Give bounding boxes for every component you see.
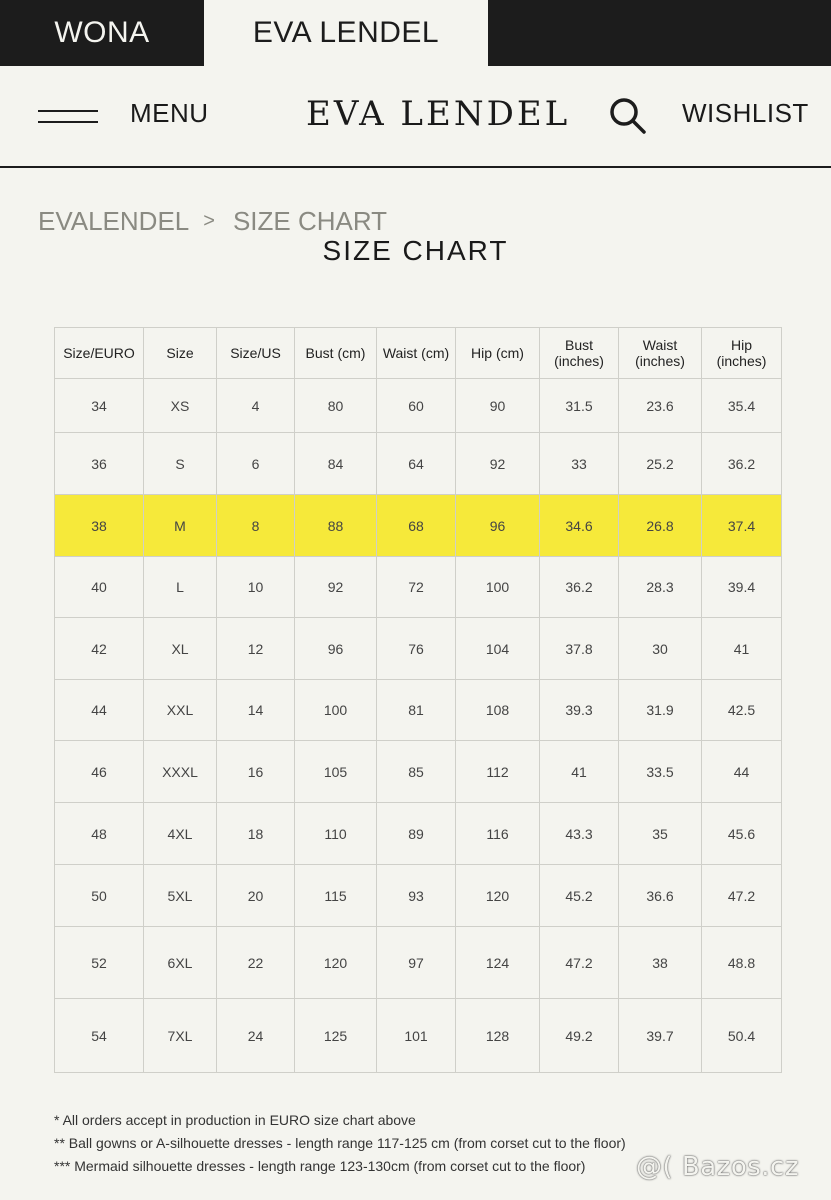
table-cell: 49.2 [540, 999, 619, 1073]
table-cell: 4 [217, 379, 295, 433]
size-chart-table-container [54, 327, 781, 1073]
table-header-row [55, 328, 782, 379]
table-cell: 96 [456, 495, 540, 557]
page-title: SIZE CHART [322, 235, 509, 266]
brand-tab-wona[interactable]: WONA [54, 16, 150, 49]
search-icon[interactable] [608, 96, 648, 136]
hamburger-menu-icon[interactable] [38, 109, 98, 125]
column-header [619, 328, 702, 379]
column-header-label: Bust (cm) [305, 345, 366, 361]
table-cell: 10 [217, 557, 295, 618]
table-cell: 8 [217, 495, 295, 557]
table-cell: 39.3 [540, 680, 619, 741]
column-header-label: (inches) [554, 353, 604, 369]
site-header [0, 66, 831, 168]
note-line: ** Ball gowns or A-silhouette dresses - length range 117-125 cm (from corset cut to the floor) [54, 1135, 626, 1151]
table-cell: 42 [55, 618, 144, 680]
table-cell: 128 [456, 999, 540, 1073]
table-cell: 39.4 [702, 557, 782, 618]
column-header-label: (inches) [635, 353, 685, 369]
column-header [295, 328, 377, 379]
table-cell: 25.2 [619, 433, 702, 495]
table-cell: 60 [377, 379, 456, 433]
table-cell: 52 [55, 927, 144, 999]
table-cell: 112 [456, 741, 540, 803]
table-cell: 120 [456, 865, 540, 927]
table-cell: 93 [377, 865, 456, 927]
table-cell: 36.2 [540, 557, 619, 618]
table-cell: 38 [55, 495, 144, 557]
table-cell: 101 [377, 999, 456, 1073]
table-cell: 110 [295, 803, 377, 865]
table-cell: 85 [377, 741, 456, 803]
table-cell: 48.8 [702, 927, 782, 999]
table-cell: XL [144, 618, 217, 680]
table-row [55, 379, 782, 433]
table-row-highlighted [55, 495, 782, 557]
table-row [55, 865, 782, 927]
table-cell: 45.6 [702, 803, 782, 865]
table-cell: 115 [295, 865, 377, 927]
table-cell: 47.2 [702, 865, 782, 927]
table-cell: 46 [55, 741, 144, 803]
table-cell: 31.5 [540, 379, 619, 433]
table-cell: 36 [55, 433, 144, 495]
column-header-label: Size [166, 345, 194, 361]
table-row [55, 999, 782, 1073]
table-cell: 104 [456, 618, 540, 680]
table-cell: 34.6 [540, 495, 619, 557]
table-cell: 43.3 [540, 803, 619, 865]
table-cell: 30 [619, 618, 702, 680]
breadcrumb-home-link[interactable]: EVALENDEL [38, 206, 190, 236]
column-header-label: Hip [730, 337, 752, 353]
table-cell: 92 [456, 433, 540, 495]
table-cell: 44 [702, 741, 782, 803]
breadcrumb-separator: > [203, 210, 215, 232]
size-chart-notes [54, 1109, 626, 1178]
column-header-label: Size/US [230, 345, 281, 361]
table-cell: 35.4 [702, 379, 782, 433]
table-cell: 12 [217, 618, 295, 680]
table-cell: 120 [295, 927, 377, 999]
brand-tab-eva-lendel[interactable]: EVA LENDEL [204, 0, 488, 66]
table-cell: 24 [217, 999, 295, 1073]
column-header [456, 328, 540, 379]
table-cell: 108 [456, 680, 540, 741]
table-cell: 47.2 [540, 927, 619, 999]
table-cell: 80 [295, 379, 377, 433]
table-cell: 100 [295, 680, 377, 741]
table-cell: 23.6 [619, 379, 702, 433]
table-cell: 5XL [144, 865, 217, 927]
column-header [702, 328, 782, 379]
table-row [55, 433, 782, 495]
table-cell: 40 [55, 557, 144, 618]
table-cell: 124 [456, 927, 540, 999]
table-cell: 35 [619, 803, 702, 865]
table-cell: 44 [55, 680, 144, 741]
table-cell: 38 [619, 927, 702, 999]
table-cell: 45.2 [540, 865, 619, 927]
table-cell: 28.3 [619, 557, 702, 618]
table-cell: 22 [217, 927, 295, 999]
table-cell: 89 [377, 803, 456, 865]
site-logo[interactable]: EVA LENDEL [306, 94, 571, 134]
table-cell: 18 [217, 803, 295, 865]
table-cell: 88 [295, 495, 377, 557]
table-cell: 50 [55, 865, 144, 927]
table-cell: 97 [377, 927, 456, 999]
table-cell: 36.2 [702, 433, 782, 495]
table-cell: 20 [217, 865, 295, 927]
table-cell: XS [144, 379, 217, 433]
table-cell: 105 [295, 741, 377, 803]
table-cell: 16 [217, 741, 295, 803]
column-header [217, 328, 295, 379]
wishlist-link[interactable]: WISHLIST [682, 98, 809, 128]
column-header-label: Size/EURO [63, 345, 135, 361]
column-header-label: Hip (cm) [471, 345, 524, 361]
table-cell: 37.4 [702, 495, 782, 557]
table-cell: 33.5 [619, 741, 702, 803]
table-cell: 39.7 [619, 999, 702, 1073]
brand-tab-bar [0, 0, 831, 66]
column-header-label: Waist (cm) [382, 345, 450, 361]
table-cell: 54 [55, 999, 144, 1073]
menu-button[interactable]: MENU [130, 98, 209, 128]
table-cell: 36.6 [619, 865, 702, 927]
table-cell: 90 [456, 379, 540, 433]
table-cell: 41 [540, 741, 619, 803]
column-header-label: (inches) [716, 353, 767, 369]
breadcrumb-current: SIZE CHART [232, 206, 388, 236]
table-cell: 76 [377, 618, 456, 680]
table-cell: 41 [702, 618, 782, 680]
table-cell: 64 [377, 433, 456, 495]
column-header-label: Bust [564, 337, 593, 353]
table-cell: 42.5 [702, 680, 782, 741]
column-header [144, 328, 217, 379]
table-cell: S [144, 433, 217, 495]
table-cell: 7XL [144, 999, 217, 1073]
table-cell: 48 [55, 803, 144, 865]
column-header [377, 328, 456, 379]
breadcrumb [38, 206, 387, 237]
table-cell: 26.8 [619, 495, 702, 557]
watermark: @( Bazos.cz [636, 1152, 799, 1182]
table-cell: 50.4 [702, 999, 782, 1073]
table-cell: 92 [295, 557, 377, 618]
table-cell: 96 [295, 618, 377, 680]
size-chart-table [54, 327, 782, 1073]
table-cell: 6XL [144, 927, 217, 999]
table-row [55, 927, 782, 999]
table-cell: 31.9 [619, 680, 702, 741]
table-cell: 116 [456, 803, 540, 865]
note-line: * All orders accept in production in EURO size chart above [54, 1112, 416, 1128]
table-cell: 6 [217, 433, 295, 495]
table-cell: 84 [295, 433, 377, 495]
table-cell: 4XL [144, 803, 217, 865]
table-cell: 33 [540, 433, 619, 495]
column-header [55, 328, 144, 379]
table-cell: 37.8 [540, 618, 619, 680]
table-cell: 68 [377, 495, 456, 557]
table-cell: XXXL [144, 741, 217, 803]
table-cell: 81 [377, 680, 456, 741]
note-line: *** Mermaid silhouette dresses - length range 123-130cm (from corset cut to the floor) [54, 1158, 586, 1174]
table-cell: M [144, 495, 217, 557]
table-row [55, 618, 782, 680]
column-header [540, 328, 619, 379]
table-cell: L [144, 557, 217, 618]
table-cell: 14 [217, 680, 295, 741]
table-cell: 125 [295, 999, 377, 1073]
table-row [55, 741, 782, 803]
table-row [55, 680, 782, 741]
table-row [55, 803, 782, 865]
column-header-label: Waist [642, 337, 678, 353]
table-cell: 100 [456, 557, 540, 618]
table-cell: 34 [55, 379, 144, 433]
table-cell: XXL [144, 680, 217, 741]
table-cell: 72 [377, 557, 456, 618]
table-row [55, 557, 782, 618]
